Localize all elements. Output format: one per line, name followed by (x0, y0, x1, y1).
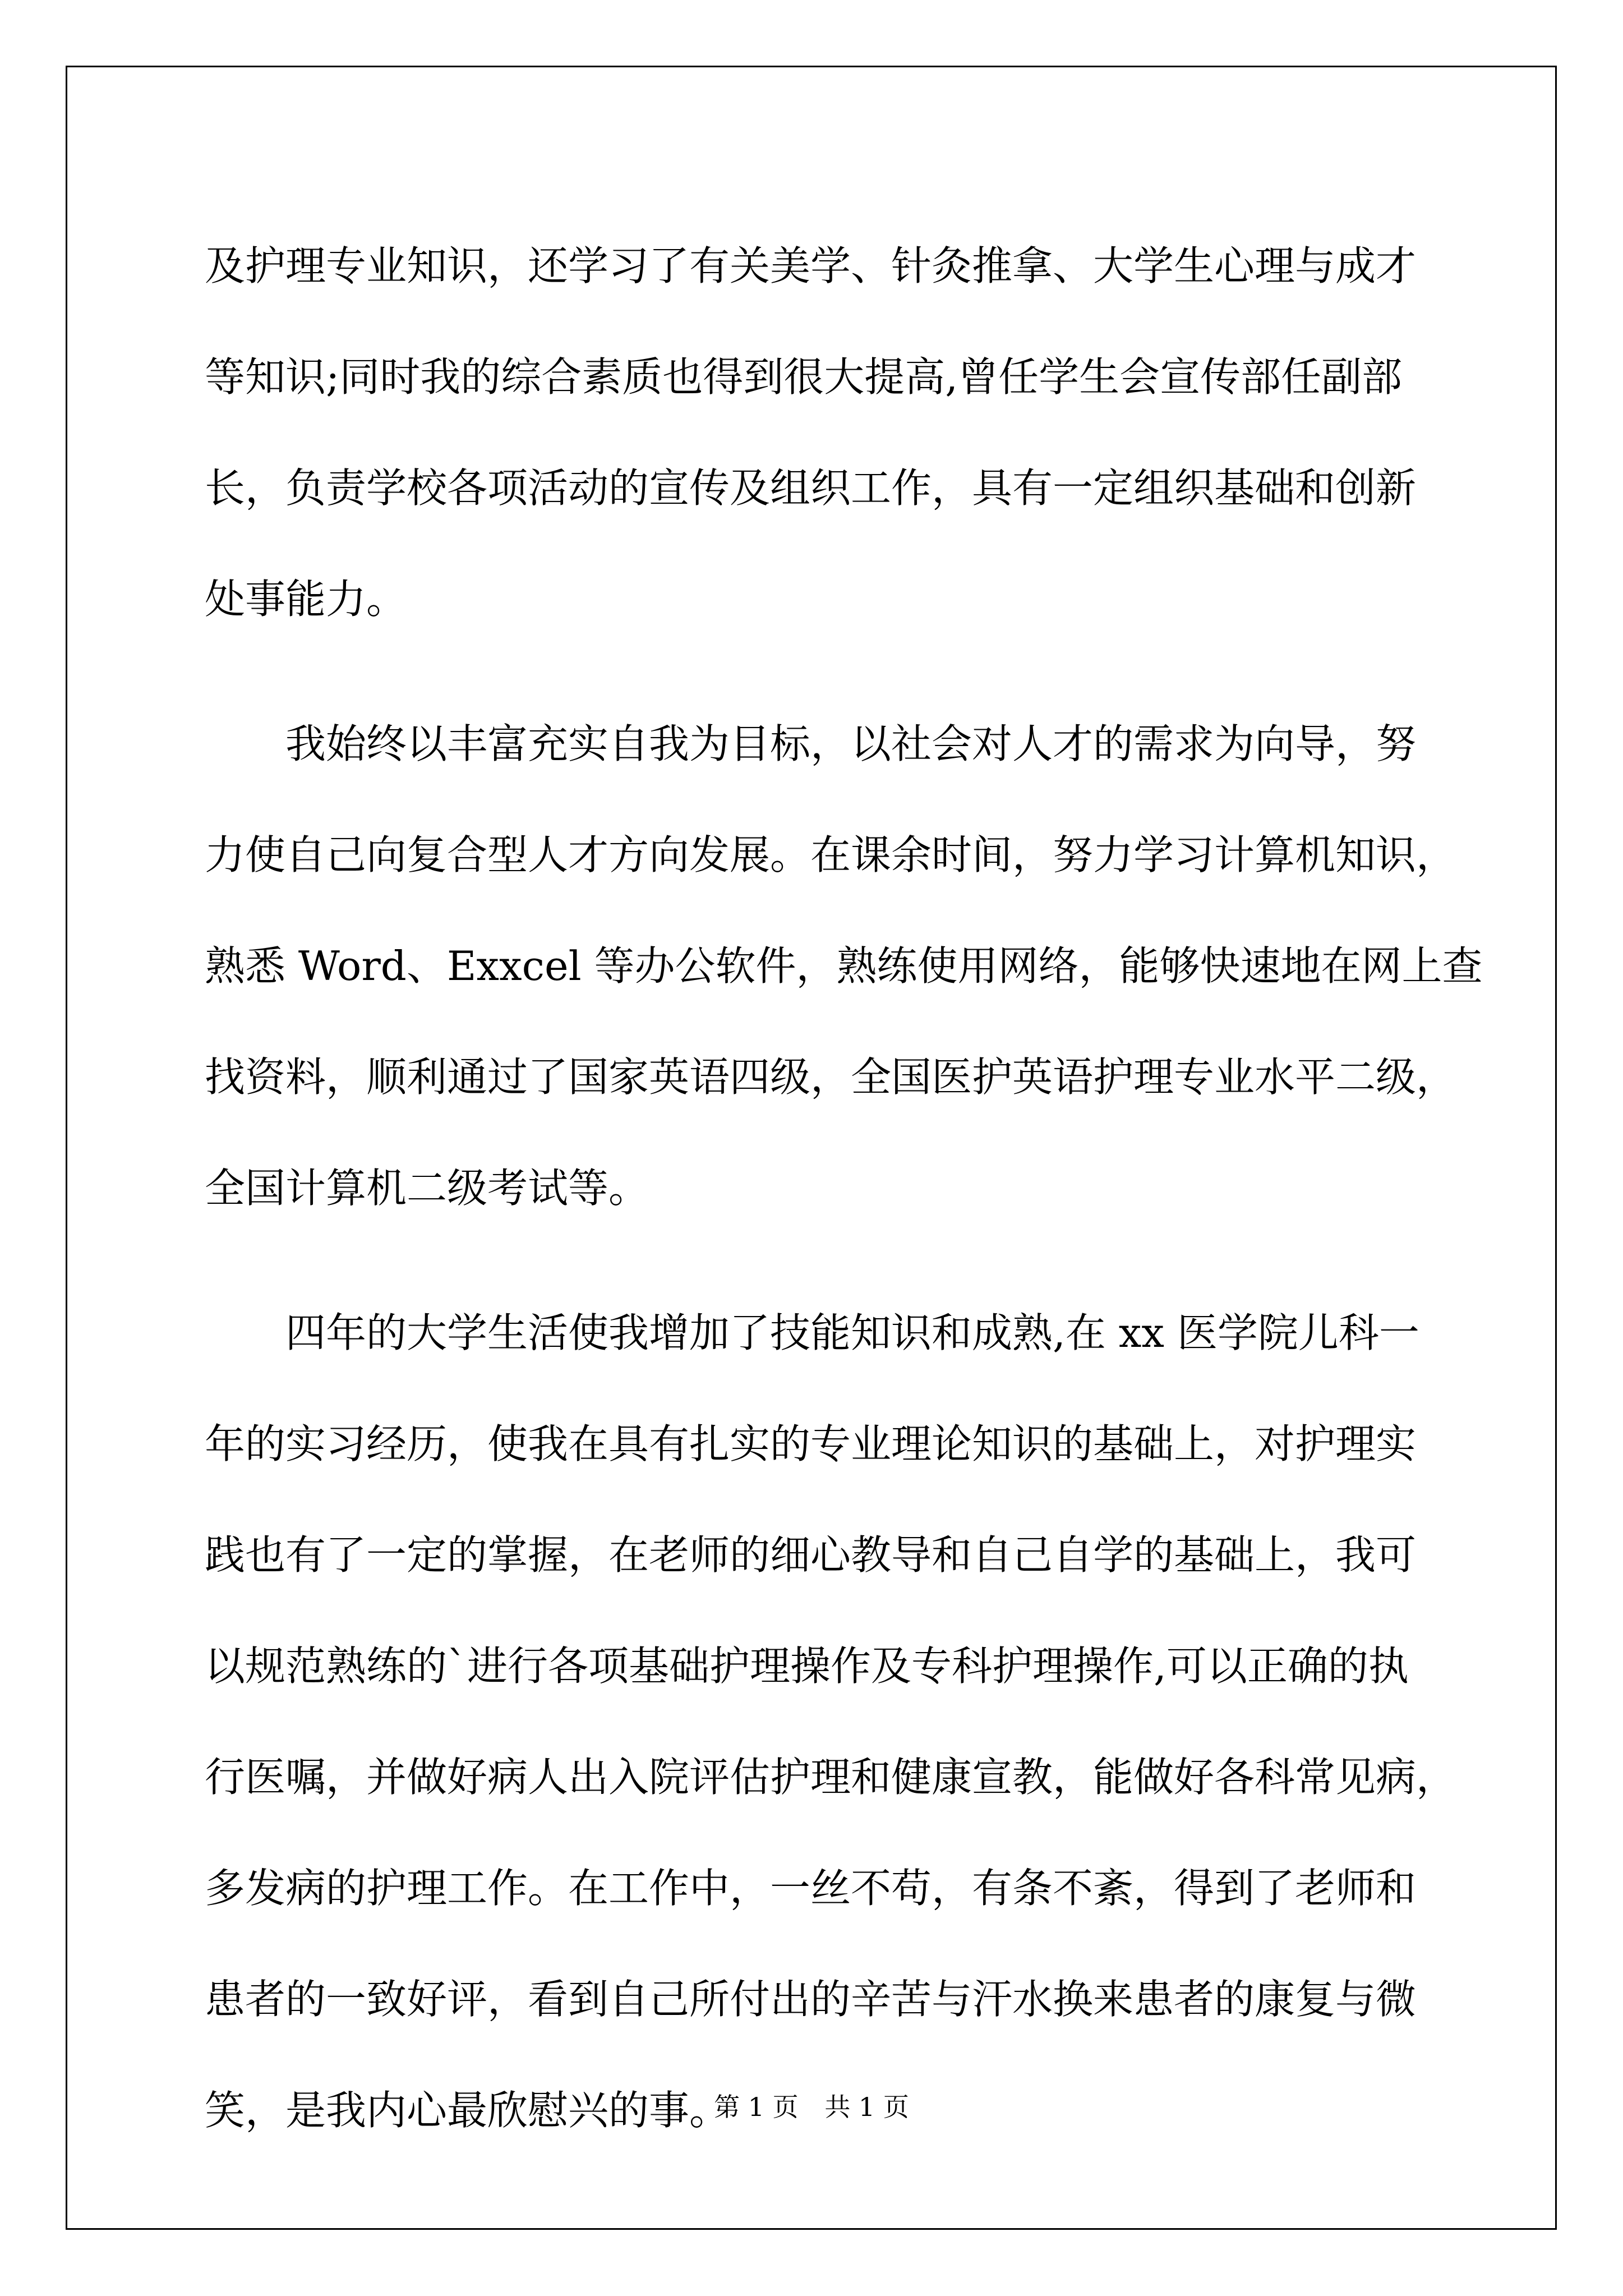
text-line: 行医嘱，并做好病人出入院评估护理和健康宣教，能做好各科常见病， (205, 1754, 1457, 1801)
page-footer (0, 2087, 1623, 2124)
page-number-total: 共 1 页 (824, 2092, 909, 2122)
text-line: 笑，是我内心最欣慰兴的事。 (205, 2087, 730, 2134)
text-line: 及护理专业知识，还学习了有关美学、针灸推拿、大学生心理与成才 (205, 242, 1417, 289)
text-line: 熟悉 Word、Exxcel 等办公软件，熟练使用网络，能够快速地在网上查 (205, 942, 1483, 990)
text-line: 患者的一致好评，看到自己所付出的辛苦与汗水换来患者的康复与微 (205, 1976, 1417, 2023)
paragraph-gap (205, 655, 1438, 688)
text-line: 长，负责学校各项活动的宣传及组织工作，具有一定组织基础和创新 (205, 464, 1417, 512)
text-line: 以规范熟练的`进行各项基础护理操作及专科护理操作,可以正确的执 (205, 1642, 1409, 1690)
text-line: 年的实习经历，使我在具有扎实的专业理论知识的基础上，对护理实 (205, 1420, 1417, 1467)
paragraph (205, 210, 1438, 655)
text-line: 四年的大学生活使我增加了技能知识和成熟,在 xx 医学院儿科一 (285, 1309, 1419, 1356)
text-line: 找资料，顺利通过了国家英语四级，全国医护英语护理专业水平二级， (205, 1053, 1457, 1101)
paragraph-gap (205, 1244, 1438, 1277)
page-number-current: 第 1 页 (714, 2092, 799, 2122)
paragraph (205, 1277, 1457, 2166)
text-line: 处事能力。 (205, 576, 407, 623)
text-line: 多发病的护理工作。在工作中，一丝不苟，有条不紊，得到了老师和 (205, 1865, 1417, 1912)
paragraph (205, 688, 1483, 1244)
text-line: 我始终以丰富充实自我为目标，以社会对人才的需求为向导，努 (285, 720, 1417, 767)
text-line: 全国计算机二级考试等。 (205, 1165, 649, 1212)
text-line: 力使自己向复合型人才方向发展。在课余时间，努力学习计算机知识， (205, 831, 1457, 878)
text-line: 等知识;同时我的综合素质也得到很大提高,曾任学生会宣传部任副部 (205, 353, 1403, 401)
document-body (205, 210, 1483, 2166)
text-line: 践也有了一定的掌握，在老师的细心教导和自己自学的基础上，我可 (205, 1531, 1417, 1579)
